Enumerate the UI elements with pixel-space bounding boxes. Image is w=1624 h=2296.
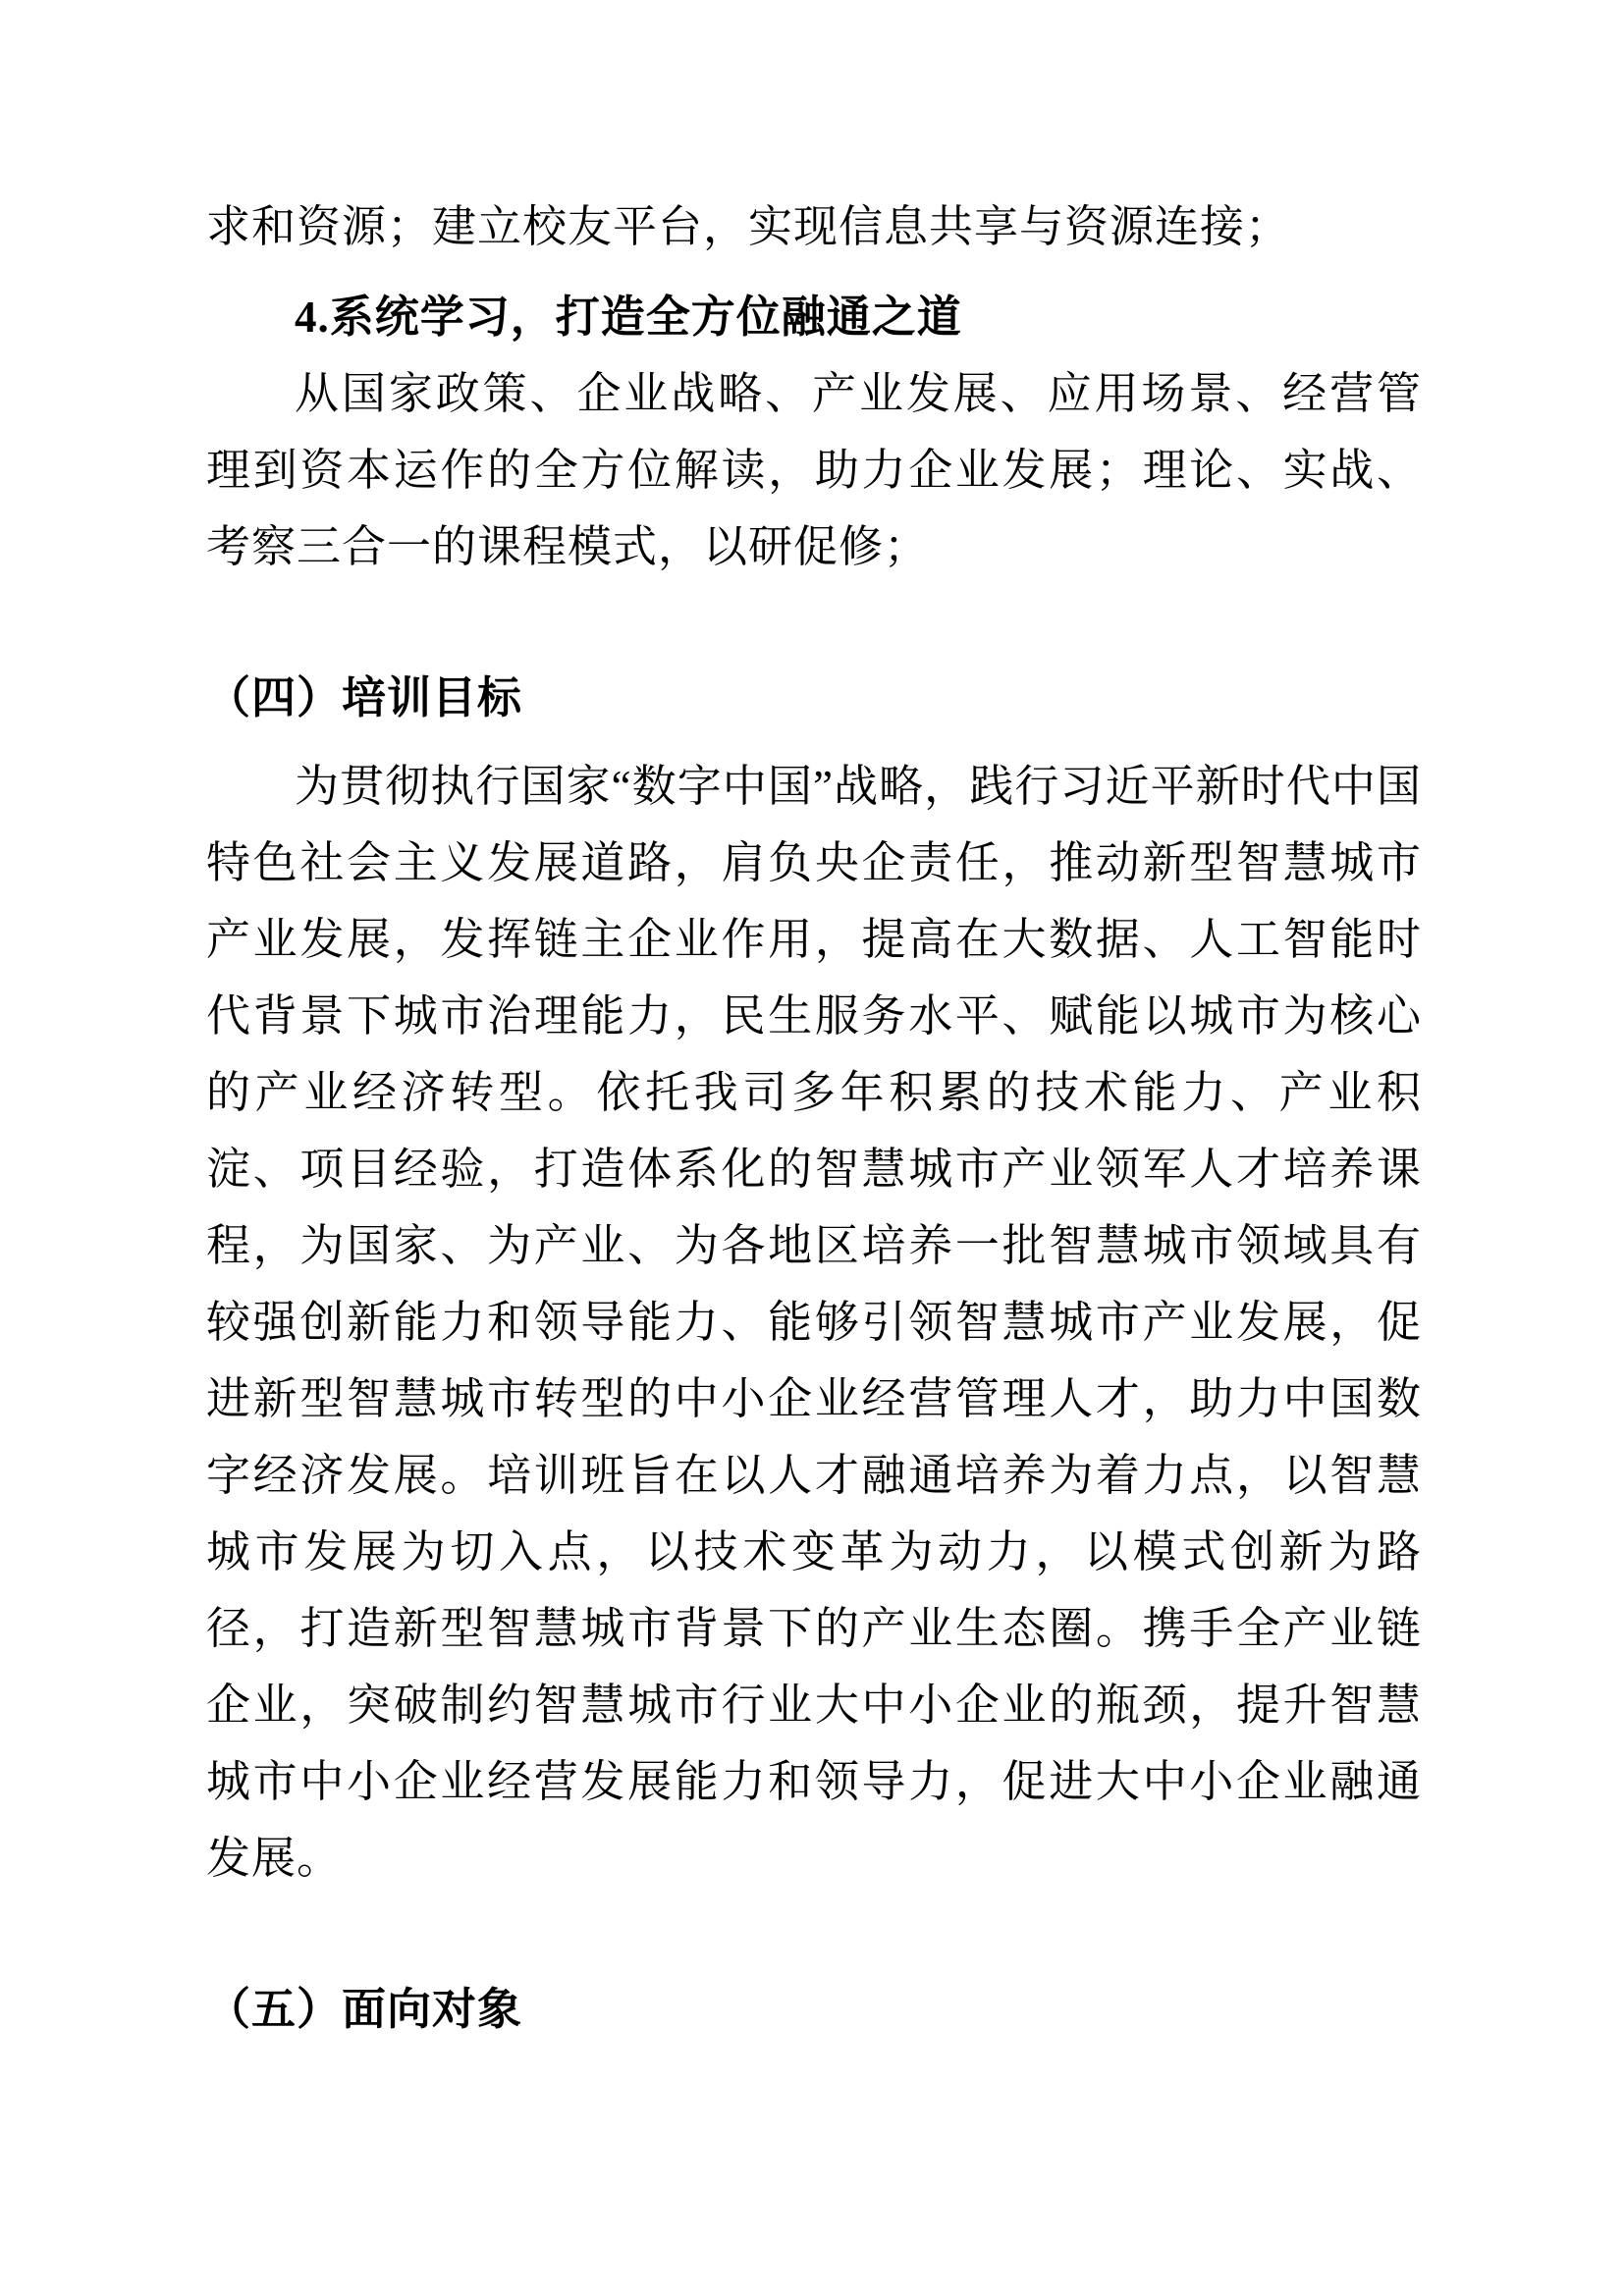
paragraph-training-goals: 为贯彻执行国家“数字中国”战略，践行习近平新时代中国特色社会主义发展道路，肩负央企责任，推动新型智慧城市产业发展，发挥链主企业作用，提高在大数据、人工智能时代背景下城市治理能力，民生服务水平、赋能以城市为核心的产业经济转型。依托我司多年积累的技术能力、产业积淀、项目经验，打造体系化的智慧城市产业领军人才培养课程，为国家、为产业、为各地区培养一批智慧城市领域具有较强创新能力和领导能力、能够引领智慧城市产业发展，促进新型智慧城市转型的中小企业经营管理人才，助力中国数字经济发展。培训班旨在以人才融通培养为着力点，以智慧城市发展为切入点，以技术变革为动力，以模式创新为路径，打造新型智慧城市背景下的产业生态圈。携手全产业链企业，突破制约智慧城市行业大中小企业的瓶颈，提升智慧城市中小企业经营发展能力和领导力，促进大中小企业融通发展。 <box>206 762 1422 1883</box>
document-content <box>206 188 1422 2059</box>
paragraph-continuation: 求和资源；建立校友平台，实现信息共享与资源连接； <box>206 202 1291 251</box>
section-heading-target-audience: （五）面向对象 <box>206 1985 523 2034</box>
paragraph-course-model: 从国家政策、企业战略、产业发展、应用场景、经营管理到资本运作的全方位解读，助力企业发展；理论、实战、考察三合一的课程模式，以研促修； <box>206 369 1422 571</box>
section-heading-training-goals: （四）培训目标 <box>206 673 523 722</box>
subsection-heading-systematic-learning: 4.系统学习，打造全方位融通之道 <box>295 293 962 342</box>
